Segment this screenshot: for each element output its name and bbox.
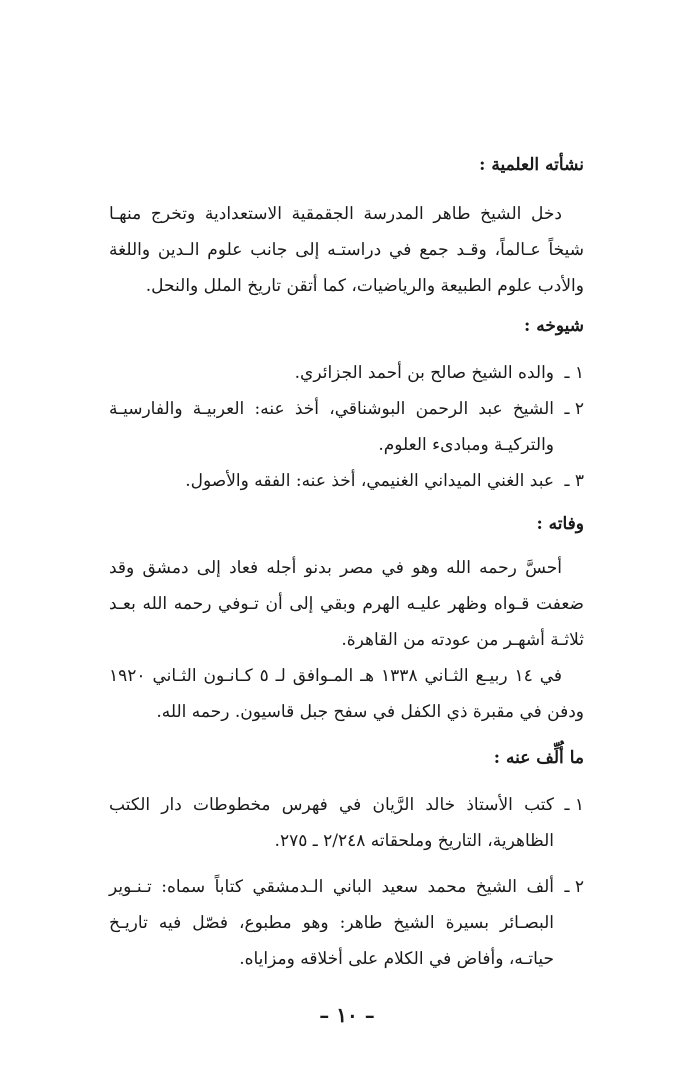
works-heading: ما أُلِّف عنه :: [493, 748, 584, 768]
work-item-text: كتب الأستاذ خالد الرَّيان في فهرس مخطوطات دار الكتب الظاهرية، التاريخ وملحقاته ٢/٢٤٨ ـ ٢٧٥.: [109, 795, 554, 851]
teacher-item-number: ١ ـ: [564, 363, 584, 383]
death-section: [109, 550, 584, 730]
death-paragraph-2: في ١٤ ربيـع الثـاني ١٣٣٨ هـ المـوافق لـ ٥ كـانـون الثـاني ١٩٢٠ ودفن في مقبرة ذي الكفل في سفح جبل قاسيون. رحمه الله.: [109, 666, 584, 722]
teacher-item-text: والده الشيخ صالح بن أحمد الجزائري.: [294, 363, 554, 383]
teacher-item-1: [109, 355, 584, 391]
work-item-text: ألف الشيخ محمد سعيد الباني الـدمشقي كتاباً سماه: تـنـوير البصـائر بسيرة الشيخ طاهر: وهو مطبوع، فصّل فيه تاريـخ حياتـه، وأفاض في الكلام على أخلاقه ومزاياه.: [109, 877, 554, 969]
teachers-heading: شيوخه :: [524, 316, 584, 336]
page-number: – ١٠ –: [319, 1003, 375, 1027]
teacher-item-number: ٢ ـ: [564, 399, 584, 419]
teacher-item-text: الشيخ عبد الرحمن البوشناقي، أخذ عنه: العربيـة والفارسيـة والتركيـة ومبادىء العلوم.: [109, 399, 554, 455]
upbringing-heading: نشأته العلمية :: [479, 155, 584, 175]
upbringing-paragraph: دخل الشيخ طاهر المدرسة الجقمقية الاستعدادية وتخرج منهـا شيخاً عـالماً، وقـد جمع في دراستـه إلى جانب علوم الـدين واللغة والأدب علوم الطبيعة والرياضيات، كما أتقن تاريخ الملل والنحل.: [109, 204, 584, 296]
death-paragraph-1: أحسَّ رحمه الله وهو في مصر بدنو أجله فعاد إلى دمشق وقد ضعفت قـواه وظهر عليـه الهرم وبقي إلى أن تـوفي رحمه الله بعـد ثلاثـة أشهـر من عودته من القاهرة.: [109, 558, 584, 650]
teacher-item-number: ٣ ـ: [564, 471, 584, 491]
upbringing-section: [109, 196, 584, 304]
teacher-item-2: [109, 391, 584, 463]
work-item-number: ٢ ـ: [564, 877, 584, 897]
teacher-item-text: عبد الغني الميداني الغنيمي، أخذ عنه: الفقه والأصول.: [185, 471, 554, 491]
work-item-number: ١ ـ: [564, 795, 584, 815]
death-heading: وفاته :: [536, 514, 584, 534]
teacher-item-3: [109, 463, 584, 499]
teachers-list: [109, 355, 584, 499]
works-list: [109, 787, 584, 977]
work-item-2: [109, 869, 584, 977]
work-item-1: [109, 787, 584, 859]
